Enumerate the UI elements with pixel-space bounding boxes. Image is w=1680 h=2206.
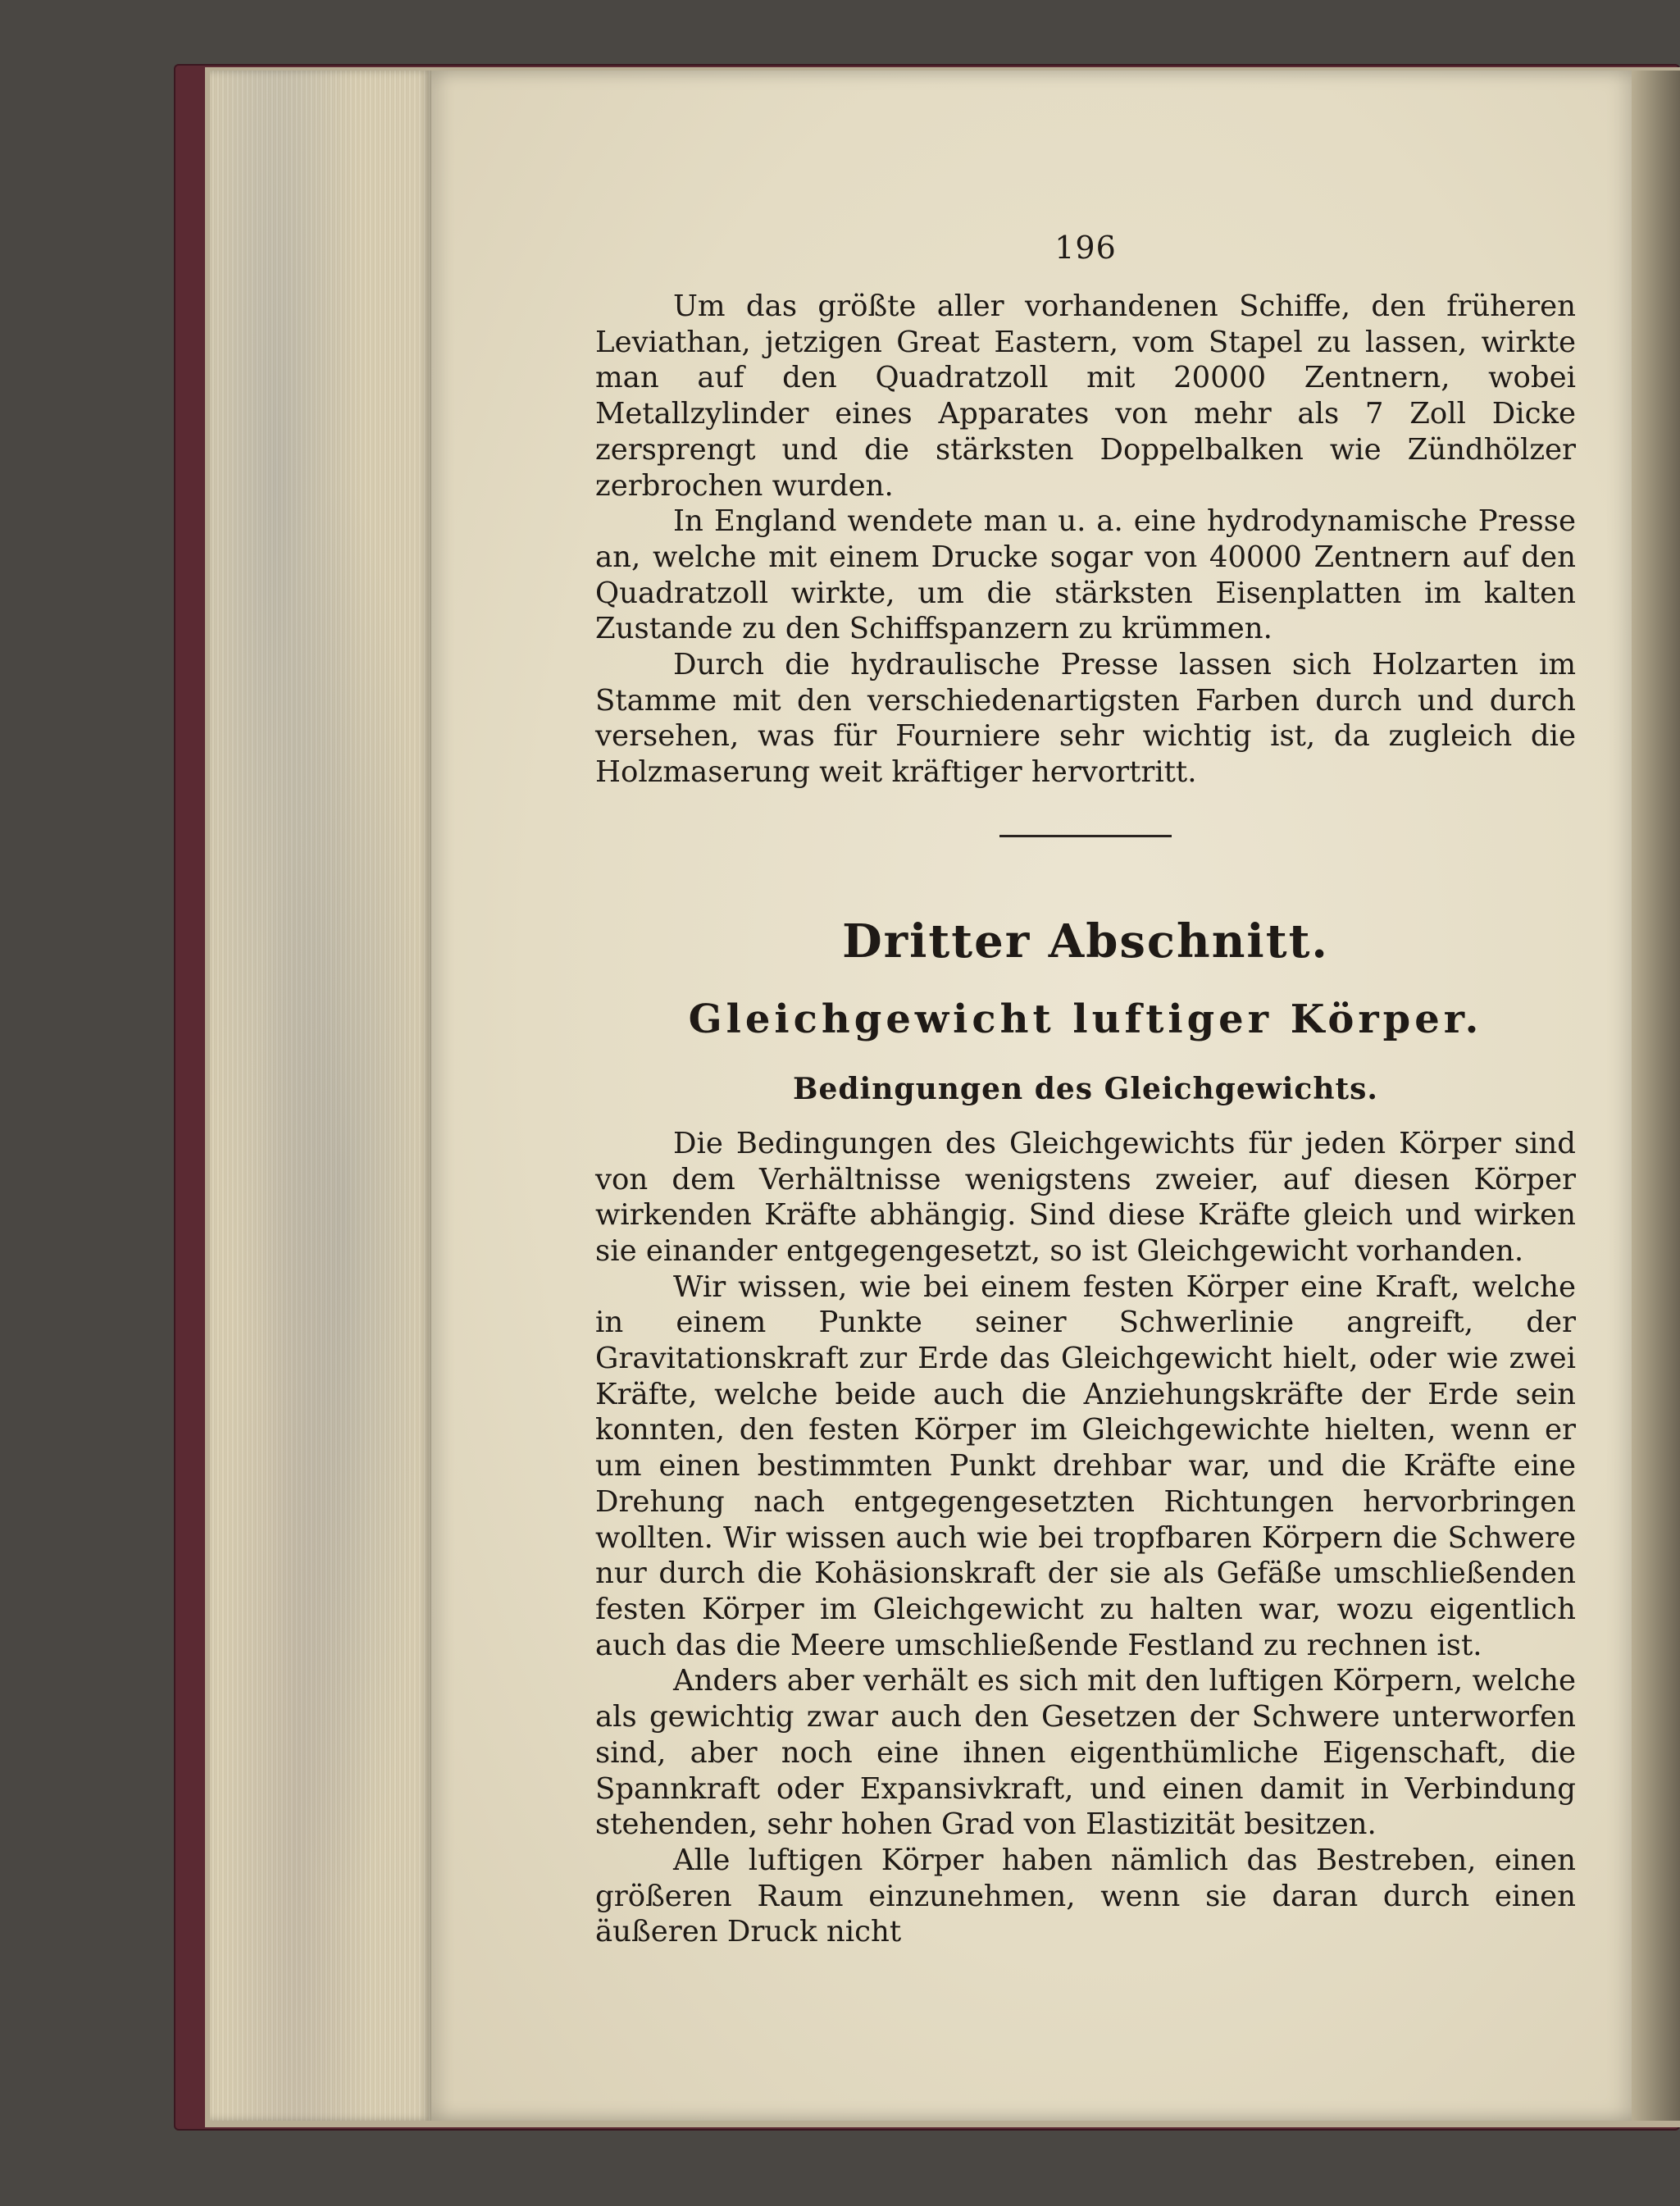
- paragraph: Durch die hydraulische Presse lassen sich Holzarten im Stamme mit den verschiedenartigsten Farben durch und durch versehen, was für Fourniere sehr wichtig ist, da zugleich die Holzmaserung weit kräftiger hervortritt.: [595, 648, 1576, 790]
- marbled-edge: [210, 71, 431, 2121]
- page-edges: [210, 71, 431, 2121]
- subheading: Bedingungen des Gleichgewichts.: [793, 1071, 1378, 1106]
- page-number: 196: [1054, 230, 1117, 266]
- book-gutter: [1632, 71, 1680, 2121]
- paragraph: Alle luftigen Körper haben nämlich das Bestreben, einen größeren Raum einzunehmen, wenn sie daran durch einen äußeren Druck nicht: [595, 1843, 1576, 1949]
- paragraph: Die Bedingungen des Gleichgewichts für jeden Körper sind von dem Verhältnisse wenigstens zweier, auf diesen Körper wirkenden Kräfte abhängig. Sind diese Kräfte gleich und wirken sie einander entgegengesetzt, so ist Gleichgewicht vorhanden.: [595, 1126, 1576, 1268]
- paragraph: Um das größte aller vorhandenen Schiffe, den früheren Leviathan, jetzigen Great Eastern, vom Stapel zu lassen, wirkte man auf den Quadratzoll mit 20000 Zentnern, wobei Metallzylinder eines Apparates von mehr als 7 Zoll Dicke zersprengt und die stärksten Doppelbalken wie Zündhölzer zerbrochen wurden.: [595, 289, 1576, 503]
- paragraph: Anders aber verhält es sich mit den luftigen Körpern, welche als gewichtig zwar auch den Gesetzen der Schwere unterworfen sind, aber noch eine ihnen eigenthümliche Eigenschaft, die Spannkraft oder Expansivkraft, und einen damit in Verbindung stehenden, sehr hohen Grad von Elastizität besitzen.: [595, 1664, 1576, 1842]
- paragraph: Wir wissen, wie bei einem festen Körper eine Kraft, welche in einem Punkte seiner Schwerlinie angreift, der Gravitationskraft zur Erde das Gleichgewicht hielt, oder wie zwei Kräfte, welche beide auch die Anziehungskräfte der Erde sein konnten, den festen Körper im Gleichgewichte hielten, wenn er um einen bestimmten Punkt drehbar war, und die Kräfte eine Drehung nach entgegengesetzten Richtungen hervorbringen wollten. Wir wissen auch wie bei tropfbaren Körpern die Schwere nur durch die Kohäsionskraft der sie als Gefäße umschließenden festen Körper im Gleichgewicht zu halten war, wozu eigentlich auch das die Meere umschließende Festland zu rechnen ist.: [595, 1269, 1576, 1662]
- section-divider: [999, 835, 1172, 837]
- section-title: Dritter Abschnitt.: [842, 914, 1329, 969]
- chapter-title: Gleichgewicht luftiger Körper.: [688, 996, 1483, 1042]
- paragraph: In England wendete man u. a. eine hydrodynamische Presse an, welche mit einem Drucke sogar von 40000 Zentnern auf den Quadratzoll wirkte, um die stärksten Eisenplatten im kalten Zustande zu den Schiffspanzern zu krümmen.: [595, 504, 1576, 646]
- page-text: [595, 230, 1576, 1950]
